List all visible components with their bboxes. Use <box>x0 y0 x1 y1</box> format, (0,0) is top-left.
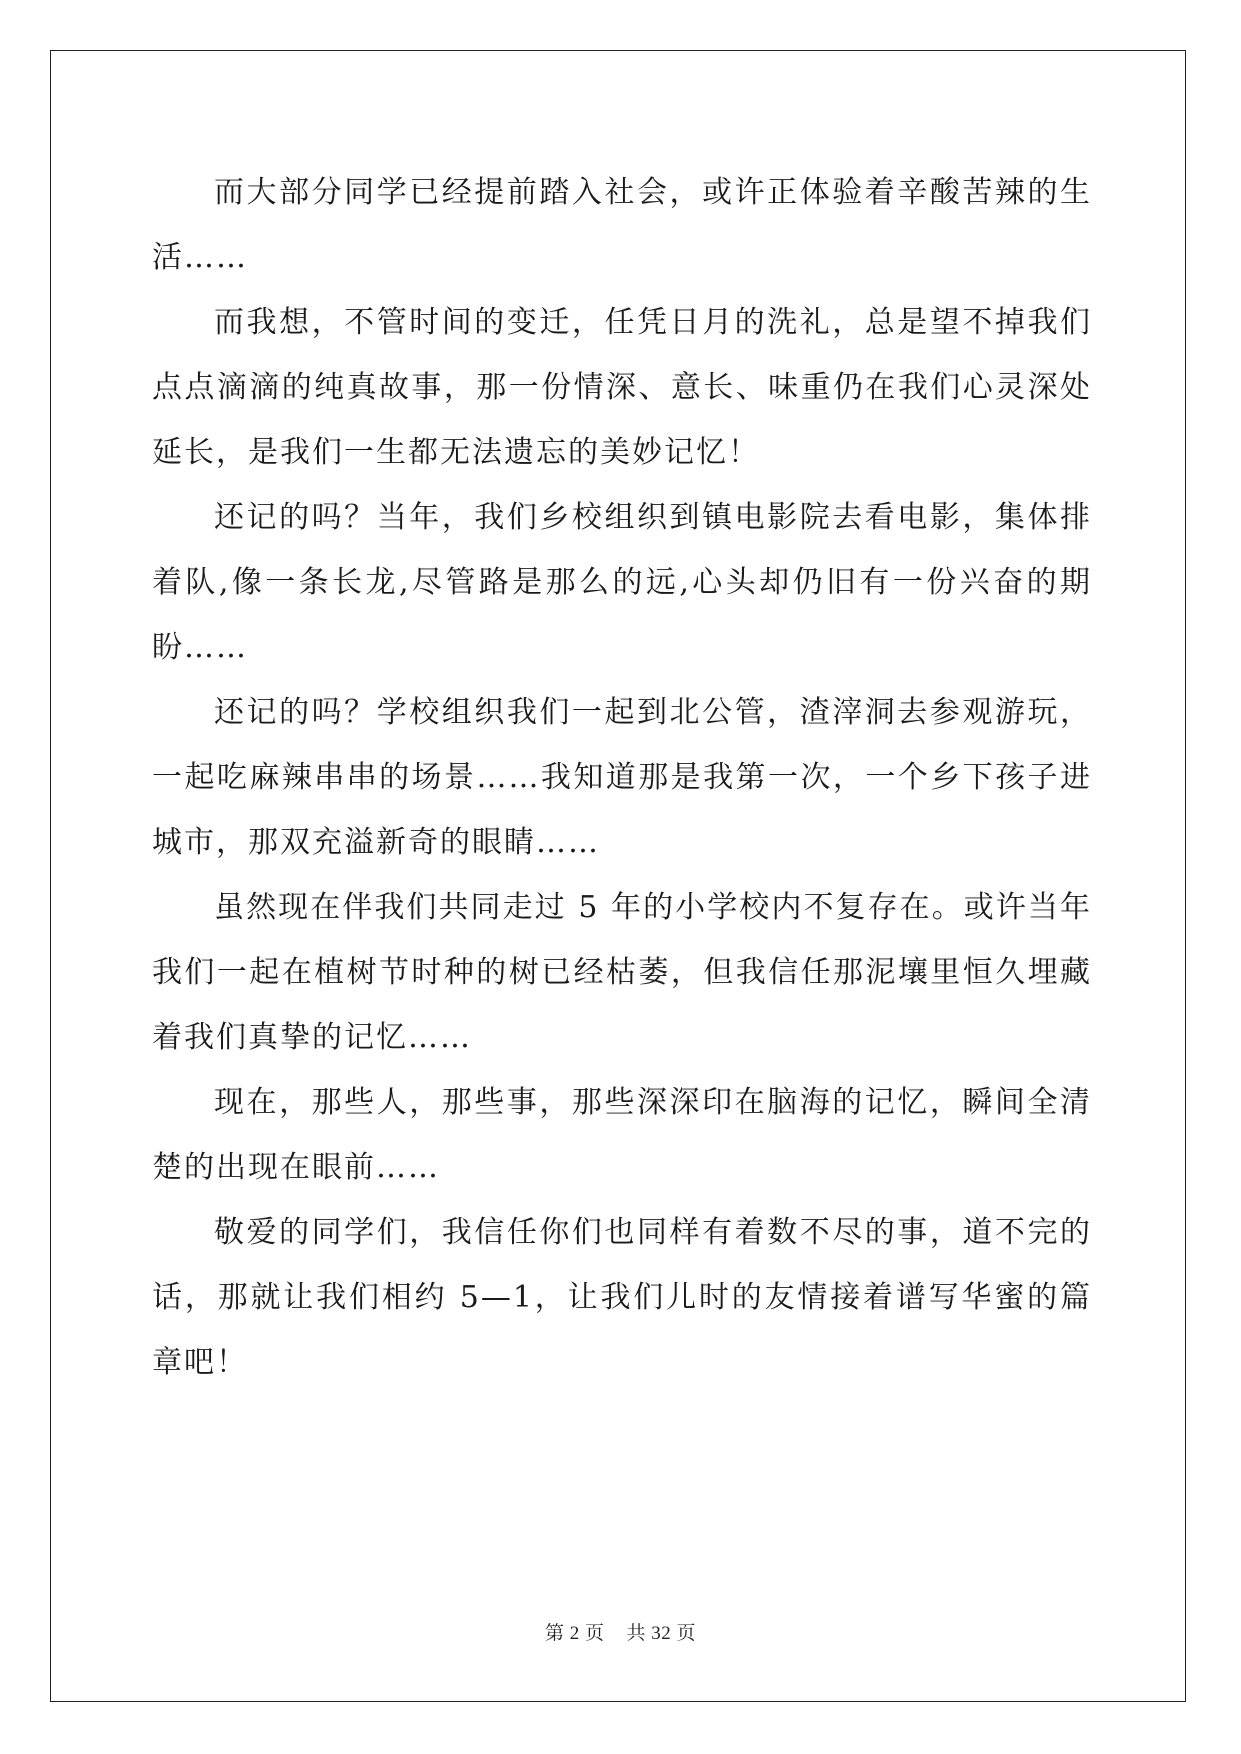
paragraph: 敬爱的同学们，我信任你们也同样有着数不尽的事，道不完的话，那就让我们相约 5—1，让我们儿时的友情接着谱写华蜜的篇章吧！ <box>152 1215 1092 1380</box>
page-total: 共 32 页 <box>626 1623 697 1644</box>
paragraph: 虽然现在伴我们共同走过 5 年的小学校内不复存在。或许当年我们一起在植树节时种的树已经枯萎，但我信任那泥壤里恒久埋藏着我们真挚的记忆…… <box>152 890 1092 1055</box>
paragraph: 而我想，不管时间的变迁，任凭日月的洗礼，总是望不掉我们点点滴滴的纯真故事，那一份情深、意长、味重仍在我们心灵深处延长，是我们一生都无法遗忘的美妙记忆！ <box>152 305 1092 470</box>
paragraph: 还记的吗？当年，我们乡校组织到镇电影院去看电影，集体排着队,像一条长龙,尽管路是那么的远,心头却仍旧有一份兴奋的期盼…… <box>152 500 1092 665</box>
page-number: 第 2 页 <box>544 1623 605 1644</box>
page-footer <box>0 1618 1241 1645</box>
paragraph: 还记的吗？学校组织我们一起到北公管，渣滓洞去参观游玩，一起吃麻辣串串的场景……我知道那是我第一次，一个乡下孩子进城市，那双充溢新奇的眼睛…… <box>152 695 1092 860</box>
document-body <box>152 160 1092 1395</box>
paragraph: 而大部分同学已经提前踏入社会，或许正体验着辛酸苦辣的生活…… <box>152 175 1092 275</box>
paragraph: 现在，那些人，那些事，那些深深印在脑海的记忆，瞬间全清楚的出现在眼前…… <box>152 1085 1092 1185</box>
